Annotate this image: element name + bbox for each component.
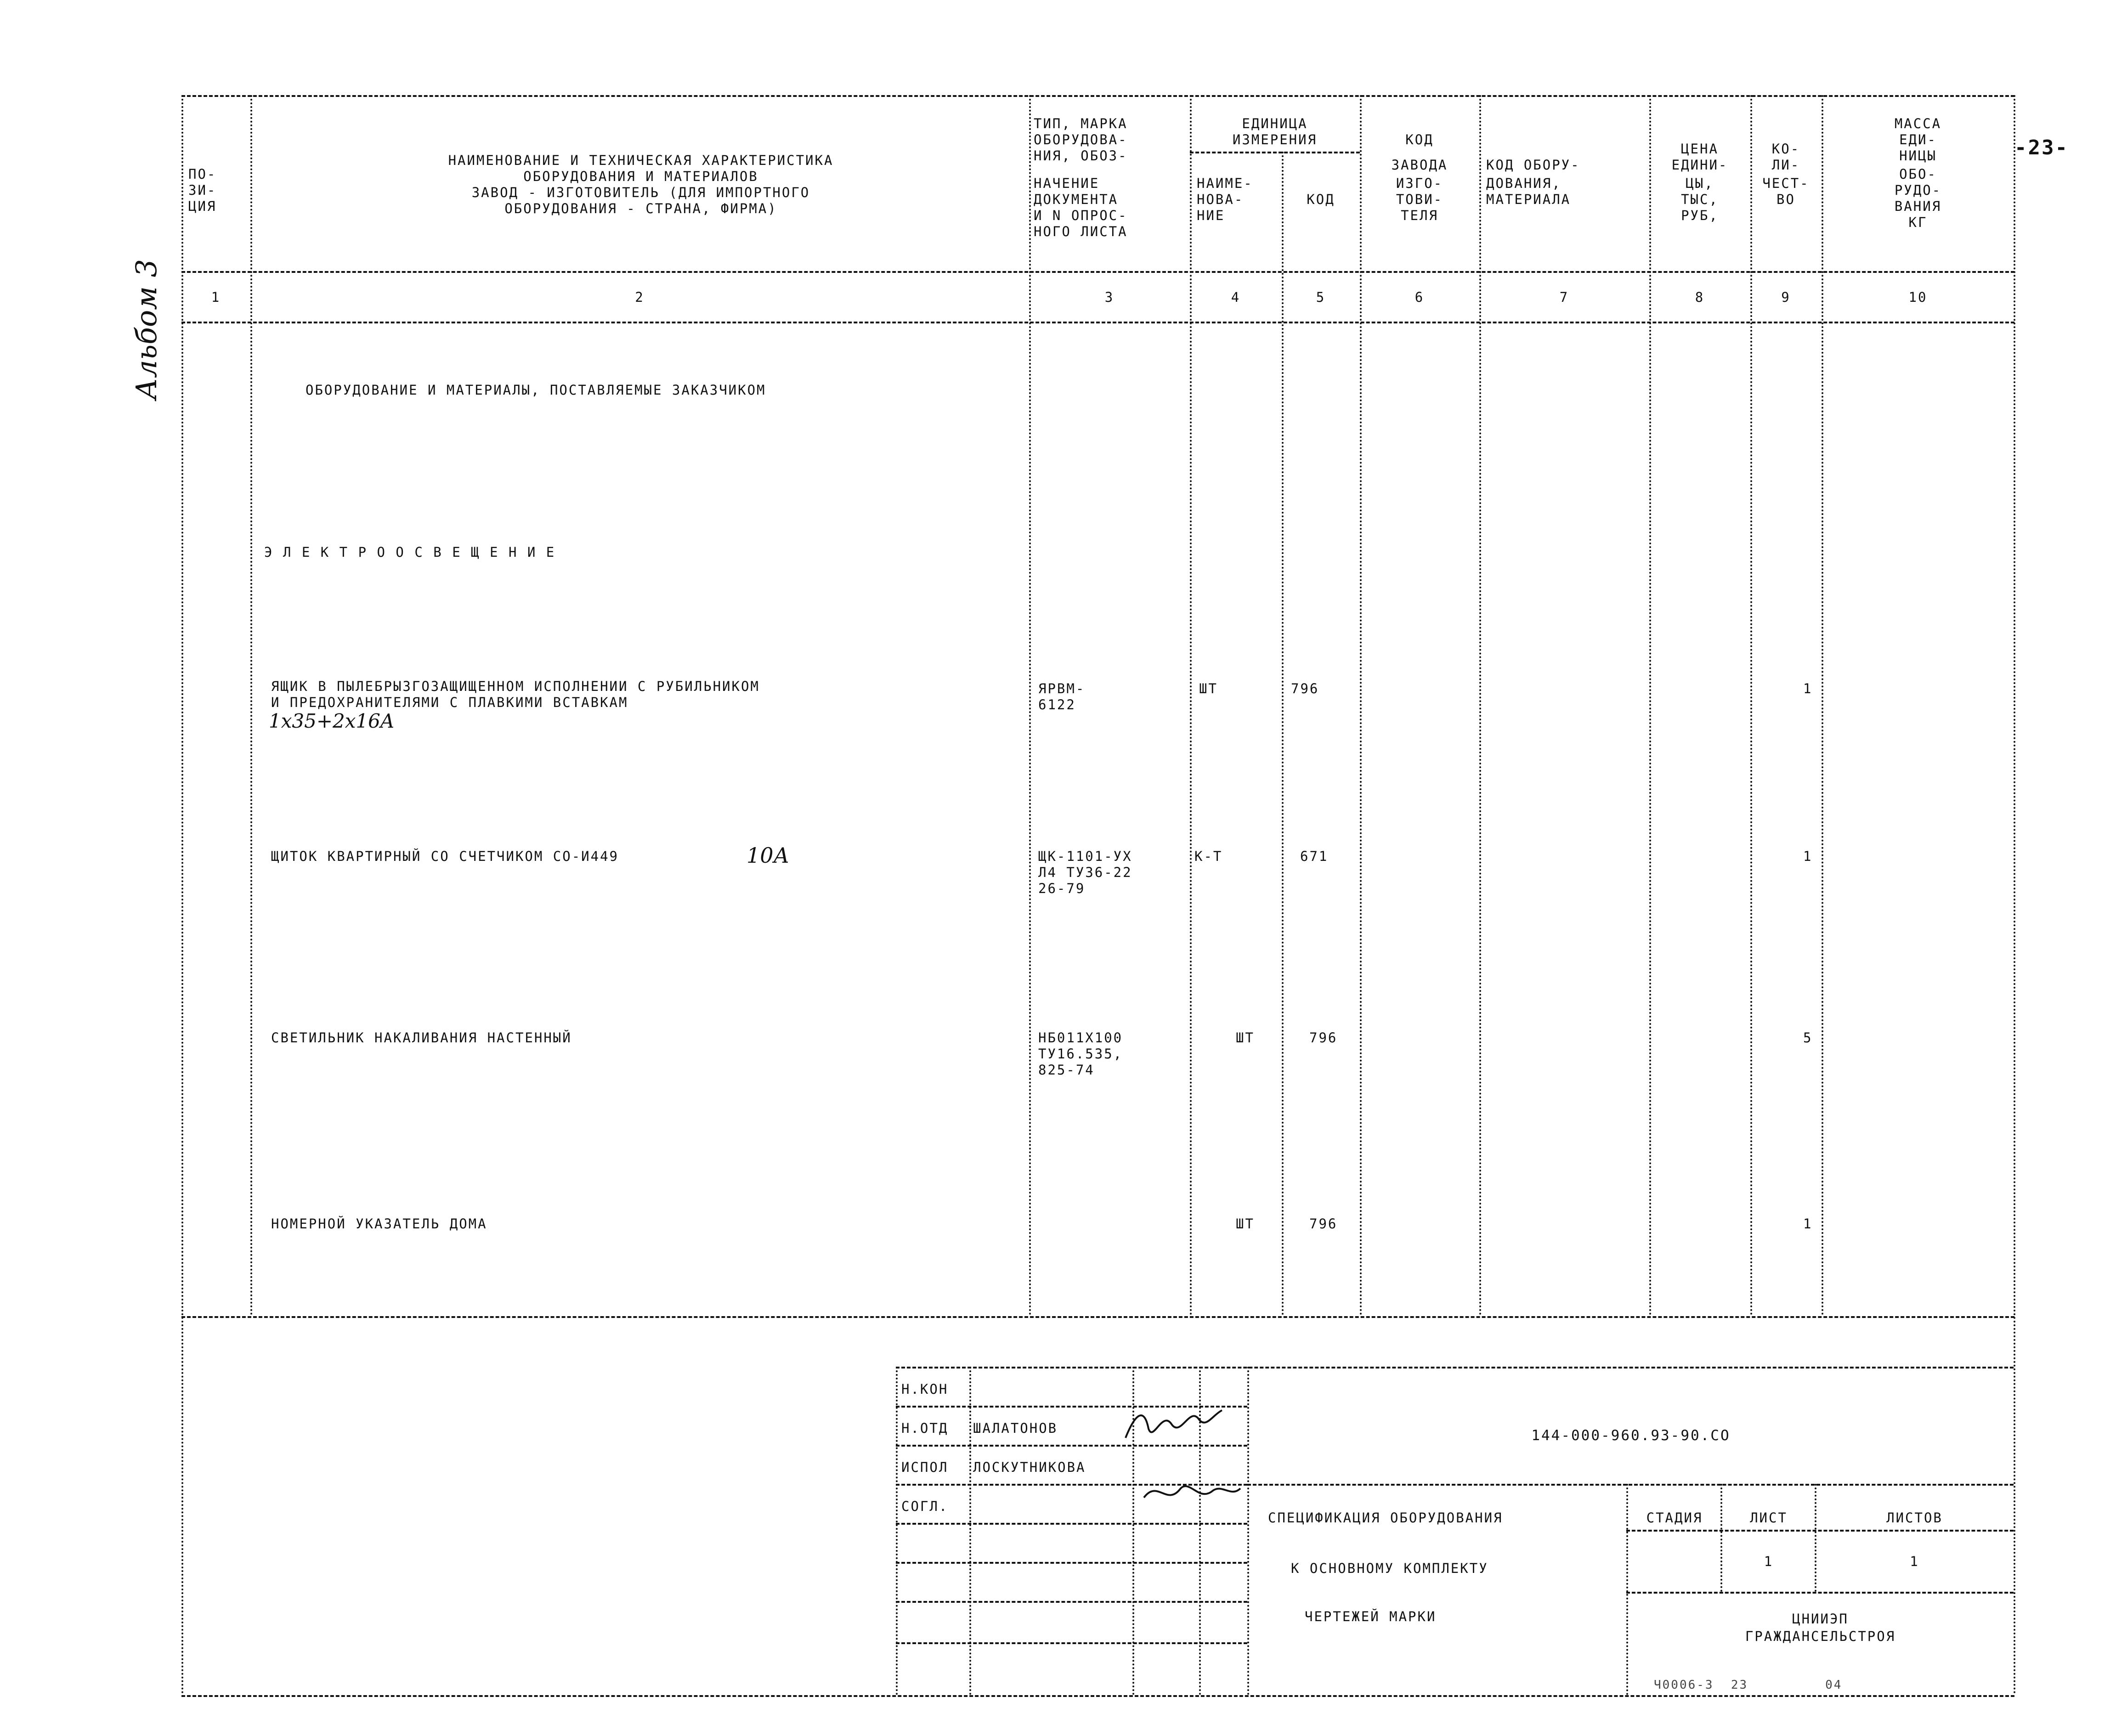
col-sep-1 [250,95,252,1316]
header-col3-l5: ДОКУМЕНТА [1034,192,1119,207]
sheets-label: ЛИСТОВ [1886,1510,1943,1526]
page-number: -23- [2014,136,2069,159]
header-col8-l4: ТЫС, [1681,192,1719,207]
tb-rule-top [896,1367,2014,1368]
header-col10-l7: КГ [1908,215,1928,230]
border-right [2014,95,2015,1695]
header-col3-l7: НОГО ЛИСТА [1034,224,1128,239]
header-col9-l2: ЛИ- [1771,157,1800,173]
item-qty: 1 [1803,1216,1813,1232]
header-col9-l3: ЧЕСТ- [1762,175,1810,191]
header-col8-l2: ЕДИНИ- [1671,157,1728,173]
item-name: СВЕТИЛЬНИК НАКАЛИВАНИЯ НАСТЕННЫЙ [271,1030,572,1046]
album-stamp: Альбом 3 [130,259,163,400]
header-col9-l1: КО- [1771,141,1800,157]
header-col8-l3: ЦЫ, [1686,175,1714,191]
item-code: 796 [1291,681,1319,696]
col-sep-7 [1649,95,1651,1316]
item-type-cont: Л4 ТУ36-22 [1038,865,1132,880]
header-col3-l2: ОБОРУДОВА- [1034,132,1128,147]
colnum-9: 9 [1781,289,1791,305]
item-type: ЩК-1101-УХ [1038,848,1132,864]
item-code: 796 [1309,1216,1338,1232]
item-name: ЯЩИК В ПЫЛЕБРЫЗГОЗАЩИЩЕННОМ ИСПОЛНЕНИИ С РУБИЛЬНИКОМ [271,679,760,694]
header-col2-l2: ОБОРУДОВАНИЯ И МАТЕРИАЛОВ [523,169,758,184]
tb-row-rule [896,1601,1247,1603]
document-designation: 144-000-960.93-90.СО [1531,1427,1731,1444]
header-col1-l2: ЗИ- [188,182,217,198]
col-sep-2 [1029,95,1031,1316]
header-col3-l3: НИЯ, ОБОЗ- [1034,148,1128,164]
header-col10-l4: ОБО- [1899,166,1937,182]
doc-title-l1: СПЕЦИФИКАЦИЯ ОБОРУДОВАНИЯ [1268,1510,1503,1526]
tb-col-sep [1247,1367,1249,1695]
col-sep-6 [1479,95,1481,1316]
doc-title-l3: ЧЕРТЕЖЕЙ МАРКИ [1305,1609,1437,1624]
item-code: 796 [1309,1030,1338,1046]
sheet-number: 1 [1764,1554,1774,1569]
item-unit: К-Т [1194,848,1223,864]
header-col6-l4: ТОВИ- [1396,192,1443,207]
tb-name: ШАЛАТОНОВ [973,1420,1058,1436]
col-sep-3 [1190,95,1192,1316]
header-col4-l3: НИЕ [1197,208,1225,223]
item-handwritten-note: 1x35+2x16A [269,710,395,732]
tb-stage-sep [1626,1484,1628,1695]
tb-stage-rule [1626,1592,2014,1594]
item-qty: 1 [1803,681,1813,696]
header-col7-l1: КОД ОБОРУ- [1486,157,1580,173]
section-title: ОБОРУДОВАНИЕ И МАТЕРИАЛЫ, ПОСТАВЛЯЕМЫЕ ЗАКАЗЧИКОМ [306,382,766,398]
signature-2 [1139,1470,1245,1516]
colnum-8: 8 [1695,289,1705,305]
header-col2-l3: ЗАВОД - ИЗГОТОВИТЕЛЬ (ДЛЯ ИМПОРТНОГО [471,185,810,200]
colnum-7: 7 [1559,289,1569,305]
rule-header-bottom [181,271,2014,273]
item-unit: ШТ [1199,681,1218,696]
colnum-10: 10 [1908,289,1928,305]
header-col7-l2: ДОВАНИЯ, [1486,175,1562,191]
item-handwritten-note: 10А [747,843,790,868]
tb-stage-rule [1626,1530,2014,1532]
header-col2-l4: ОБОРУДОВАНИЯ - СТРАНА, ФИРМА) [504,201,777,216]
colnum-2: 2 [635,289,645,305]
header-col10-l2: ЕДИ- [1899,132,1937,147]
item-qty: 1 [1803,848,1813,864]
col-sep-9 [1822,95,1823,1316]
stage-label: СТАДИЯ [1646,1510,1703,1526]
colnum-4: 4 [1231,289,1241,305]
tb-title-rule [1247,1484,2014,1486]
col-sep-8 [1750,95,1752,1316]
item-code: 671 [1300,848,1329,864]
item-type-cont: 26-79 [1038,881,1086,896]
header-col6-l3: ИЗГО- [1396,175,1443,191]
item-qty: 5 [1803,1030,1813,1046]
header-col3-l4: НАЧЕНИЕ [1034,175,1100,191]
tb-role: Н.КОН [901,1381,949,1397]
tb-stage-sep [1815,1484,1816,1592]
header-col6-l5: ТЕЛЯ [1401,208,1438,223]
sheet-label: ЛИСТ [1750,1510,1788,1526]
header-unit-l1: ЕДИНИЦА [1242,116,1308,131]
header-col5: КОД [1307,192,1335,207]
header-col10-l1: МАССА [1894,116,1942,131]
tb-border-left [896,1367,898,1695]
col-sep-4 [1282,152,1284,1316]
header-col10-l3: НИЦЫ [1899,148,1937,164]
colnum-5: 5 [1316,289,1326,305]
item-name: НОМЕРНОЙ УКАЗАТЕЛЬ ДОМА [271,1216,487,1232]
tb-role: ИСПОЛ [901,1459,949,1475]
item-type-cont: 6122 [1038,697,1076,712]
header-unit-l2: ИЗМЕРЕНИЯ [1232,132,1318,147]
tb-row-rule [896,1642,1247,1644]
item-type-cont: ТУ16.535, [1038,1046,1123,1062]
tb-row-rule [896,1562,1247,1564]
header-col6-l1: КОД [1405,132,1434,147]
tb-role: Н.ОТД [901,1420,949,1436]
header-col8-l1: ЦЕНА [1681,141,1719,157]
header-col7-l3: МАТЕРИАЛА [1486,192,1571,207]
header-col1-l1: ПО- [188,166,217,182]
colnum-6: 6 [1414,289,1425,305]
col-sep-5 [1360,95,1362,1316]
header-col10-l5: РУДО- [1894,182,1942,198]
tb-stage-sep [1720,1484,1722,1592]
sheets-total: 1 [1910,1554,1919,1569]
header-col4-l2: НОВА- [1197,192,1244,207]
border-left [181,95,183,1695]
doc-title-l2: К ОСНОВНОМУ КОМПЛЕКТУ [1291,1561,1488,1576]
rule-top [181,95,2014,97]
tb-role: СОГЛ. [901,1499,949,1514]
organization-l1: ЦНИИЭП [1792,1611,1849,1627]
header-col6-l2: ЗАВОДА [1391,157,1448,173]
tb-row-rule [896,1523,1247,1525]
rule-unit-group [1190,152,1360,153]
item-type: НБ011Х100 [1038,1030,1123,1046]
tb-name: ЛОСКУТНИКОВА [973,1459,1086,1475]
item-unit: ШТ [1236,1030,1255,1046]
tb-col-sep [969,1367,971,1695]
header-col3-l6: И N ОПРОС- [1034,208,1128,223]
item-name: ЩИТОК КВАРТИРНЫЙ СО СЧЕТЧИКОМ СО-И449 [271,848,619,864]
subsection-title: Э Л Е К Т Р О О С В Е Щ Е Н И Е [264,544,556,560]
colnum-3: 3 [1104,289,1115,305]
item-unit: ШТ [1236,1216,1255,1232]
organization-l2: ГРАЖДАНСЕЛЬСТРОЯ [1745,1629,1896,1644]
header-col8-l5: РУБ, [1681,208,1719,223]
bottom-code: Ч0006-3 23 04 [1654,1678,1843,1692]
header-col2-l1: НАИМЕНОВАНИЕ И ТЕХНИЧЕСКАЯ ХАРАКТЕРИСТИКА [448,153,834,168]
rule-table-bottom [181,1316,2014,1318]
item-type-cont: 825-74 [1038,1062,1095,1078]
item-type: ЯРВМ- [1038,681,1086,696]
signature-1 [1121,1397,1227,1447]
header-col9-l4: ВО [1777,192,1795,207]
header-col4-l1: НАИМЕ- [1197,175,1253,191]
rule-sheet-bottom [181,1695,2014,1697]
header-col3-l1: ТИП, МАРКА [1034,116,1128,131]
item-name-cont: И ПРЕДОХРАНИТЕЛЯМИ С ПЛАВКИМИ ВСТАВКАМ [271,695,628,710]
header-col10-l6: ВАНИЯ [1894,198,1942,214]
header-col1-l3: ЦИЯ [188,198,217,214]
colnum-1: 1 [211,289,221,305]
rule-numbers-bottom [181,322,2014,323]
